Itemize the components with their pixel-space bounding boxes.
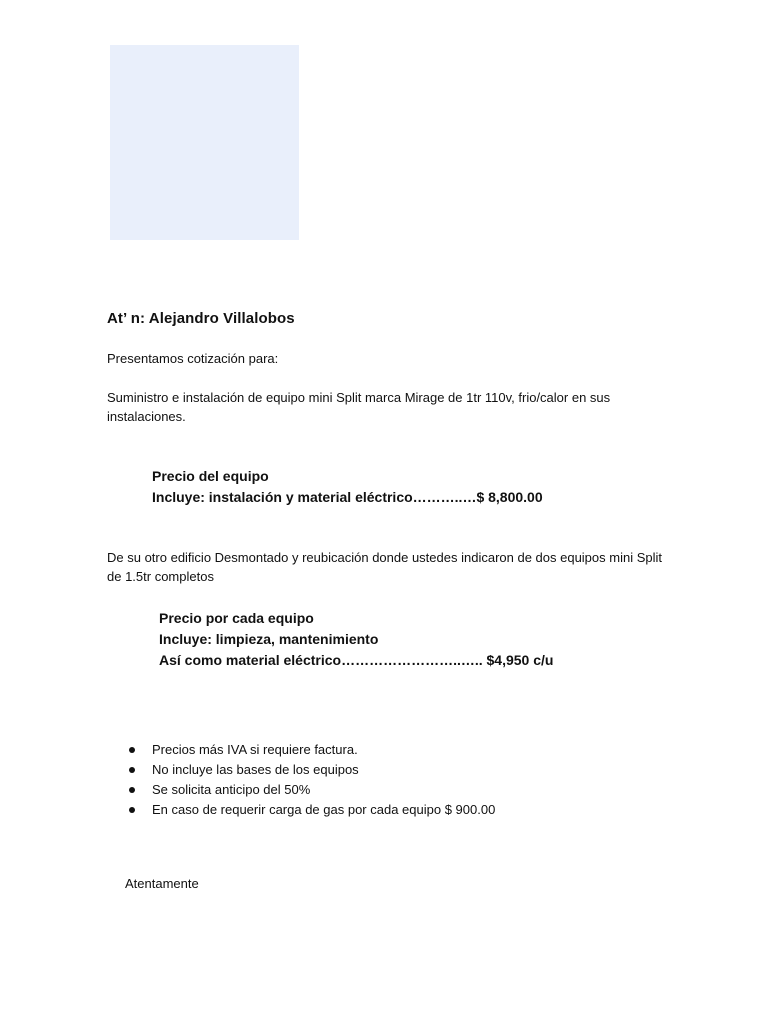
price-includes-line: Incluye: instalación y material eléctrico………..…$ 8,800.00 — [152, 489, 543, 505]
note-text: En caso de requerir carga de gas por cada equipo $ 900.00 — [152, 802, 496, 817]
price-material-line: Así como material eléctrico……………………..….. $4,950 c/u — [159, 652, 554, 668]
list-item — [125, 760, 495, 780]
price-includes-line: Incluye: limpieza, mantenimiento — [159, 631, 379, 647]
bullet-icon — [129, 747, 135, 753]
price-label: Precio por cada equipo — [159, 610, 314, 626]
bullet-icon — [129, 807, 135, 813]
logo-placeholder — [110, 45, 299, 240]
price-block-per-unit — [159, 608, 553, 671]
list-item — [125, 780, 495, 800]
attention-line: At’ n: Alejandro Villalobos — [107, 310, 295, 327]
list-item — [125, 740, 495, 760]
price-label: Precio del equipo — [152, 468, 269, 484]
closing-text: Atentamente — [125, 876, 199, 891]
intro-text: Presentamos cotización para: — [107, 351, 279, 366]
price-block-equipment — [152, 466, 543, 508]
note-text: Se solicita anticipo del 50% — [152, 782, 311, 797]
bullet-icon — [129, 787, 135, 793]
service-description: Suministro e instalación de equipo mini Split marca Mirage de 1tr 110v, frio/calor en sus instalaciones. — [107, 390, 611, 424]
bullet-icon — [129, 767, 135, 773]
notes-list — [125, 740, 495, 820]
relocation-description: De su otro edificio Desmontado y reubicación donde ustedes indicaron de dos equipos mini Split de 1.5tr completos — [107, 550, 662, 584]
note-text: Precios más IVA si requiere factura. — [152, 742, 358, 757]
list-item — [125, 800, 495, 820]
note-text: No incluye las bases de los equipos — [152, 762, 359, 777]
